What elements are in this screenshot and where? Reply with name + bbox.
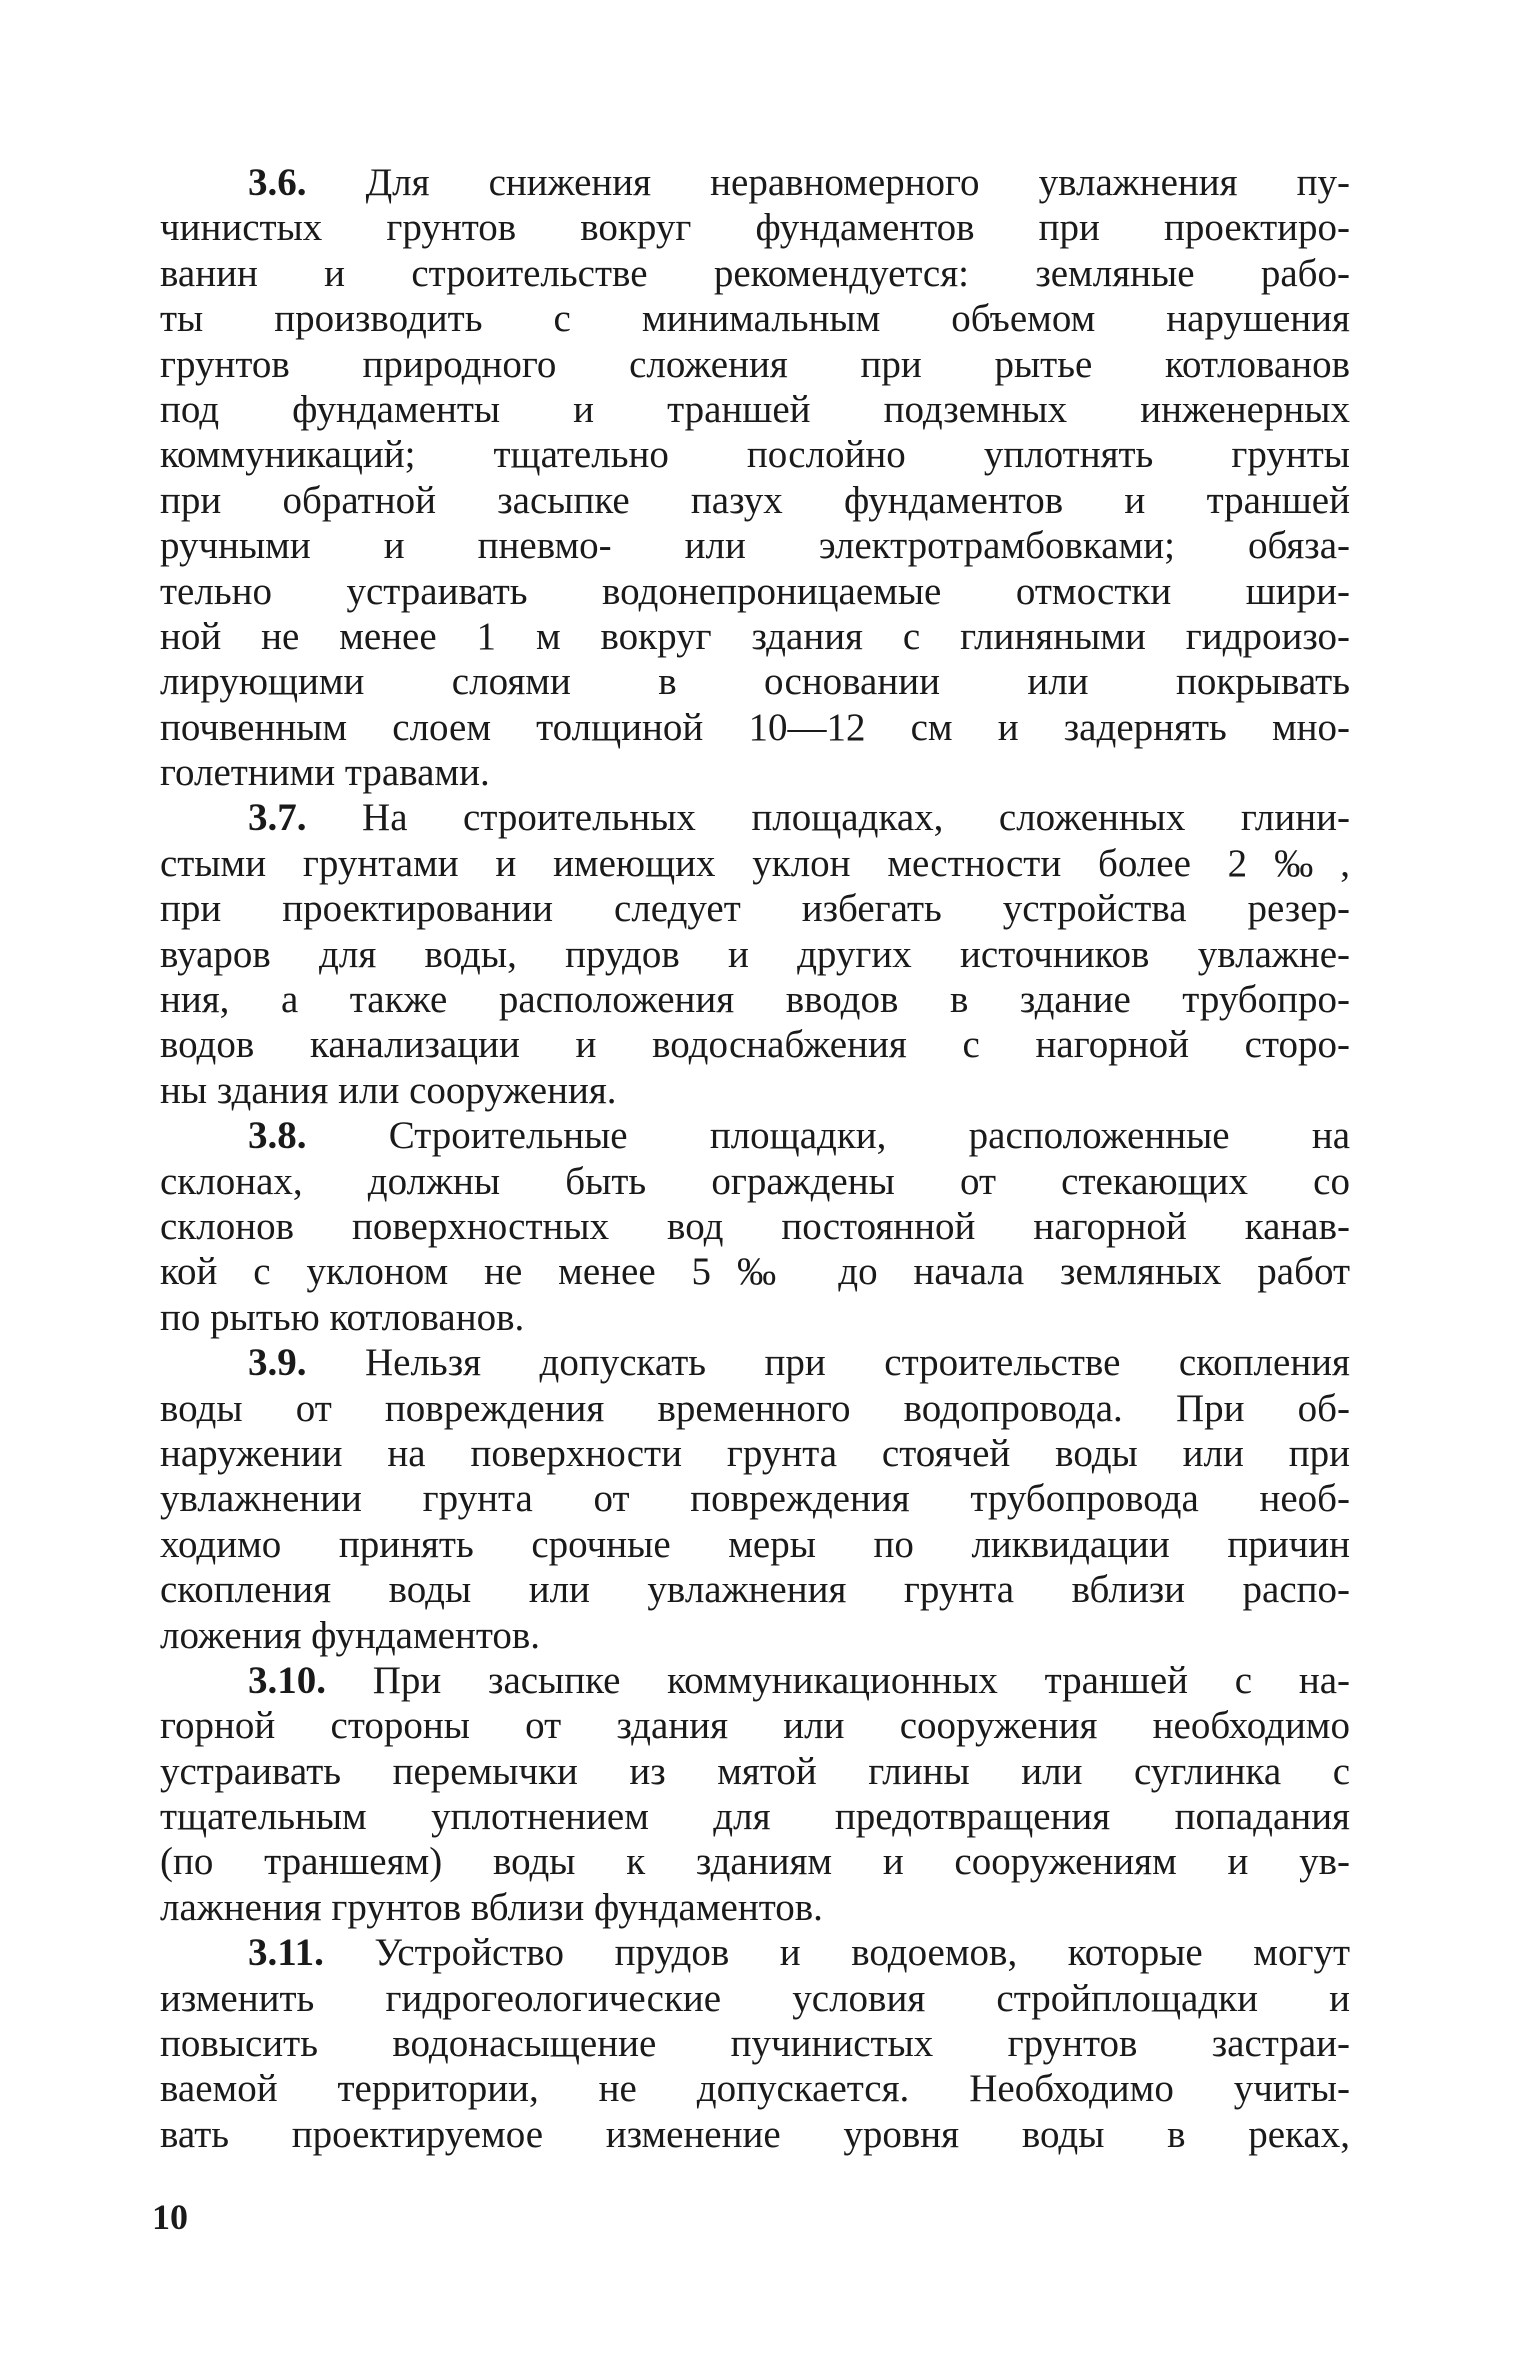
- text-line: при обратной засыпке пазух фундаментов и траншей: [160, 478, 1350, 522]
- clause-number: 3.8.: [248, 1114, 307, 1158]
- page-number: 10: [152, 2197, 188, 2237]
- text-line: ложения фундаментов.: [160, 1613, 541, 1657]
- text-line: ной не менее 1 м вокруг здания с глиняными гидроизо-: [160, 614, 1350, 658]
- text-line: воды от повреждения временного водопровода. При об-: [160, 1386, 1350, 1430]
- text-line: 3.7. На строительных площадках, сложенных глини-: [248, 796, 1350, 840]
- text-line: коммуникаций; тщательно послойно уплотнять грунты: [160, 433, 1350, 477]
- text-line: 3.8. Строительные площадки, расположенные на: [248, 1114, 1351, 1158]
- text-line: ны здания или сооружения.: [160, 1068, 617, 1112]
- text-line: склонах, должны быть ограждены от стекающих со: [160, 1159, 1350, 1203]
- clause-number: 3.11.: [248, 1931, 324, 1975]
- text-line: повысить водонасыщение пучинистых грунтов застраи-: [160, 2022, 1350, 2066]
- text-line: лажнения грунтов вблизи фундаментов.: [160, 1885, 823, 1929]
- body-text: [160, 160, 1350, 2157]
- text-line: стыми грунтами и имеющих уклон местности более 2‰,: [160, 841, 1350, 885]
- text-line: ванин и строительстве рекомендуется: земляные рабо-: [160, 251, 1350, 295]
- text-line: вать проектируемое изменение уровня воды в реках,: [160, 2112, 1350, 2156]
- text-line: тельно устраивать водонепроницаемые отмостки шири-: [160, 569, 1350, 613]
- clause-number: 3.10.: [248, 1658, 326, 1702]
- text-line: чинистых грунтов вокруг фундаментов при проектиро-: [160, 206, 1350, 250]
- paragraph-3-7: [160, 795, 1350, 1113]
- text-line: вуаров для воды, прудов и других источников увлажне-: [160, 932, 1350, 976]
- text-line: голетними травами.: [160, 751, 490, 795]
- clause-number: 3.7.: [248, 796, 307, 840]
- text-line: кой с уклоном не менее 5‰ до начала земляных работ: [160, 1250, 1350, 1294]
- text-line: ты производить с минимальным объемом нарушения: [160, 297, 1350, 341]
- text-line: почвенным слоем толщиной 10—12 см и задернять мно-: [160, 705, 1350, 749]
- text-line: наружении на поверхности грунта стоячей воды или при: [160, 1431, 1350, 1475]
- text-line: 3.10. При засыпке коммуникационных траншей с на-: [248, 1658, 1350, 1702]
- clause-number: 3.9.: [248, 1341, 307, 1385]
- text-line: ходимо принять срочные меры по ликвидации причин: [160, 1522, 1350, 1566]
- text-line: тщательным уплотнением для предотвращения попадания: [160, 1795, 1350, 1839]
- text-line: ручными и пневмо- или электротрамбовками; обяза-: [160, 524, 1350, 568]
- text-line: увлажнении грунта от повреждения трубопровода необ-: [160, 1477, 1350, 1521]
- text-line: устраивать перемычки из мятой глины или суглинка с: [160, 1749, 1350, 1793]
- paragraph-3-8: [160, 1113, 1350, 1340]
- paragraph-3-6: [160, 160, 1350, 795]
- text-line: при проектировании следует избегать устройства резер-: [160, 887, 1350, 931]
- text-line: лирующими слоями в основании или покрывать: [160, 660, 1350, 704]
- paragraph-3-9: [160, 1340, 1350, 1658]
- text-line: ния, а также расположения вводов в здание трубопро-: [160, 978, 1350, 1022]
- text-line: водов канализации и водоснабжения с нагорной сторо-: [160, 1023, 1350, 1067]
- text-line: грунтов природного сложения при рытье котлованов: [160, 342, 1350, 386]
- text-line: 3.9. Нельзя допускать при строительстве скопления: [248, 1341, 1350, 1385]
- text-line: горной стороны от здания или сооружения необходимо: [160, 1704, 1350, 1748]
- text-line: склонов поверхностных вод постоянной нагорной канав-: [160, 1204, 1350, 1248]
- clause-number: 3.6.: [248, 161, 307, 204]
- text-line: 3.11. Устройство прудов и водоемов, которые могут: [248, 1931, 1350, 1975]
- text-line: 3.6. Для снижения неравномерного увлажнения пу-: [248, 161, 1350, 204]
- text-line: скопления воды или увлажнения грунта вблизи распо-: [160, 1568, 1350, 1612]
- text-line: (по траншеям) воды к зданиям и сооружениям и ув-: [160, 1840, 1350, 1884]
- text-line: изменить гидрогеологические условия стройплощадки и: [160, 1976, 1350, 2020]
- text-line: ваемой территории, не допускается. Необходимо учиты-: [160, 2067, 1350, 2111]
- text-line: по рытью котлованов.: [160, 1295, 525, 1339]
- text-line: под фундаменты и траншей подземных инженерных: [160, 387, 1350, 431]
- paragraph-3-11: [160, 1930, 1350, 2157]
- paragraph-3-10: [160, 1658, 1350, 1930]
